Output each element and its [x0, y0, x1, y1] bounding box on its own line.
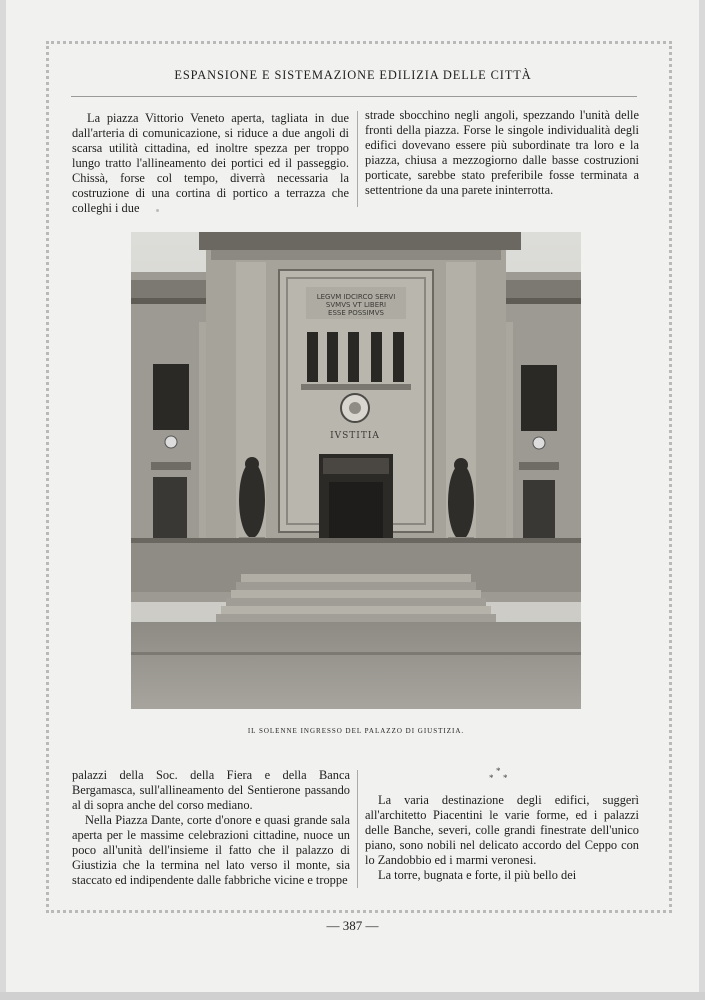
paragraph-piazza-dante: Nella Piazza Dante, corte d'onore e quasi grande sala aperta per le massime celebrazioni cittadine, nuoce un poco all'unità dell'insieme il fatto che il palazzo di Giustizia che la termina nel lato verso il monte, sia staccato ed indipendente dalle fabbriche vicine e troppe [72, 813, 350, 887]
portal-inscription: IVSTITIA [330, 431, 380, 441]
page-number: — 387 — [326, 918, 379, 933]
figure-caption: IL SOLENNE INGRESSO DEL PALAZZO DI GIUSTIZIA. [247, 727, 465, 735]
running-title: ESPANSIONE E SISTEMAZIONE EDILIZIA DELLE CITTÀ [174, 68, 532, 82]
column-divider-bottom [357, 770, 358, 888]
scan-bottom-edge [0, 992, 705, 1000]
paragraph-torre: La torre, bugnata e forte, il più bello dei [378, 868, 577, 882]
text-column-top-left: La piazza Vittorio Veneto aperta, tagliata in due dall'arteria di comunicazione, si riduce a due angoli di scarsa utilità cittadina, ed inoltre spezza per troppo lungo tratto l'allineamento dei portici ed il passeggio. Chissà, forse col tempo, diverrà necessaria la costruzione di una cortina di portico a terrazza che colleghi i due [72, 111, 349, 215]
header-rule [71, 96, 637, 97]
print-speck [156, 209, 159, 212]
text-column-bottom-left [72, 768, 350, 888]
photo-palazzo-giustizia [131, 232, 581, 709]
section-break-asterisks: * * * [489, 766, 508, 783]
text-column-bottom-right [365, 793, 639, 883]
inscription-line-3: ESSE POSSIMVS [328, 309, 384, 317]
inscription-line-2: SVMVS VT LIBERI [325, 301, 387, 309]
paragraph-continuation: palazzi della Soc. della Fiera e della Banca Bergamasca, sull'allineamento del Sentierone passando al di sopra anche del corso mediano. [72, 768, 350, 812]
text-column-top-right: strade sbocchino negli angoli, spezzando l'unità delle fronti della piazza. Forse le singole individualità degli edifici dovevano essere più subordinate tra loro e la piazza, chiusa a mezzogiorno dalle basse costruzioni porticate, sarebbe stato preferibile fosse terminata a settentrione da una parete ininterrotta. [365, 108, 639, 197]
building-illustration [131, 232, 581, 709]
inscription-line-1: LEGVM IDCIRCO SERVI [316, 293, 396, 301]
column-divider-top [357, 111, 358, 207]
paragraph-destinazione: La varia destinazione degli edifici, suggerì all'architetto Piacentini le varie forme, ed i palazzi delle Banche, severi, colle grandi finestrate dell'unico piano, sono nobili nel delicato accordo del Ceppo con lo Zandobbio ed i marmi veronesi. [365, 793, 639, 867]
